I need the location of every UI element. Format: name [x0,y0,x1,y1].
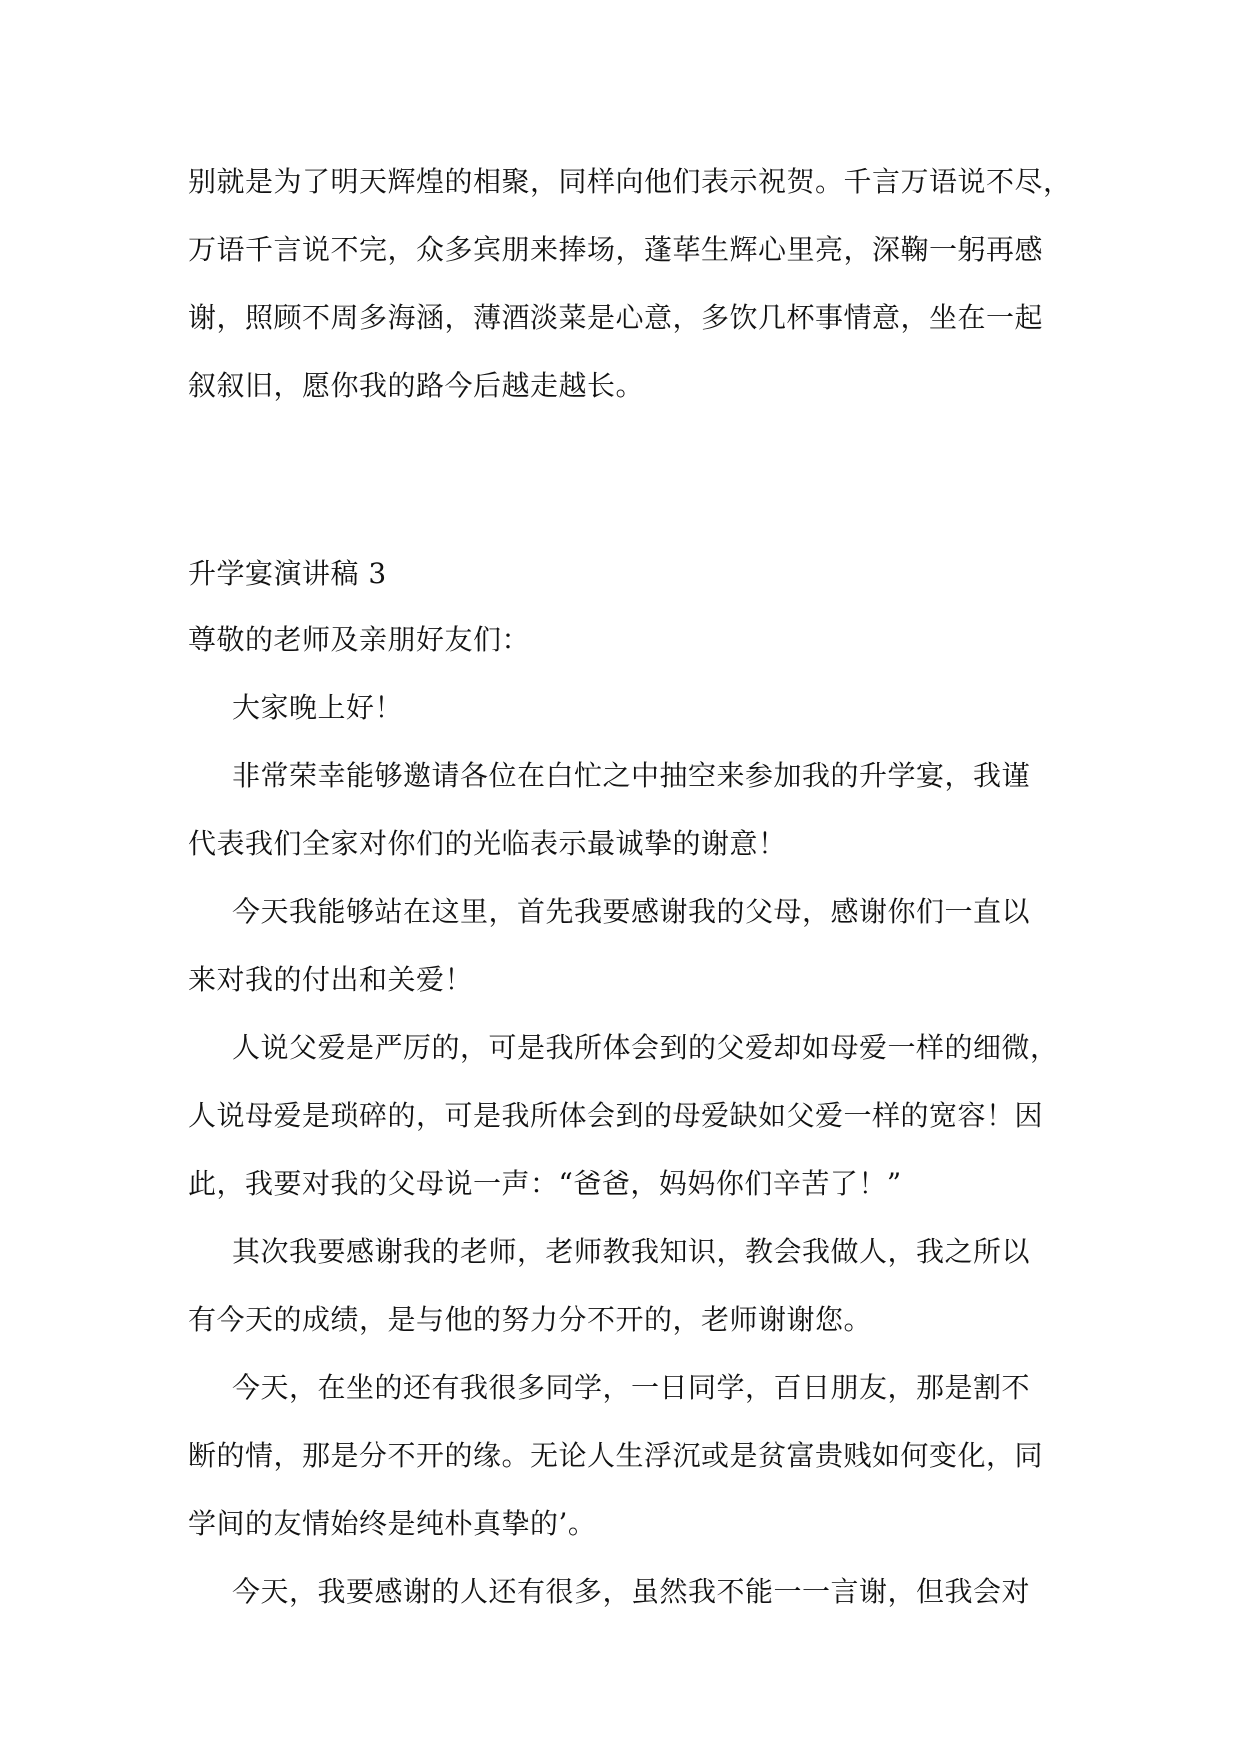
paragraph-line: 叙叙旧，愿你我的路今后越走越长。 [188,369,645,402]
paragraph-line: 万语千言说不完，众多宾朋来捧场，蓬荜生辉心里亮，深鞠一躬再感 [188,233,1044,266]
greeting: 大家晚上好！ [232,691,404,724]
paragraph-line: 别就是为了明天辉煌的相聚，同样向他们表示祝贺。千言万语说不尽， [188,165,1072,198]
section-title: 升学宴演讲稿 3 [188,557,387,590]
paragraph-line: 学间的友情始终是纯朴真挚的’。 [188,1507,597,1540]
paragraph-line: 断的情，那是分不开的缘。无论人生浮沉或是贫富贵贱如何变化，同 [188,1439,1044,1472]
salutation: 尊敬的老师及亲朋好友们： [188,623,531,656]
paragraph-line: 今天，我要感谢的人还有很多，虽然我不能一一言谢，但我会对 [232,1575,1031,1608]
paragraph-line: 人说母爱是琐碎的，可是我所体会到的母爱缺如父爱一样的宽容！因 [188,1099,1044,1132]
paragraph-line: 非常荣幸能够邀请各位在白忙之中抽空来参加我的升学宴，我谨 [232,759,1031,792]
paragraph-line: 有今天的成绩，是与他的努力分不开的，老师谢谢您。 [188,1303,873,1336]
paragraph-line: 此，我要对我的父母说一声：“爸爸，妈妈你们辛苦了！” [188,1167,902,1200]
paragraph-line: 今天，在坐的还有我很多同学，一日同学，百日朋友，那是割不 [232,1371,1031,1404]
paragraph-line: 其次我要感谢我的老师，老师教我知识，教会我做人，我之所以 [232,1235,1031,1268]
paragraph-line: 来对我的付出和关爱！ [188,963,474,996]
paragraph-line: 人说父爱是严厉的，可是我所体会到的父爱却如母爱一样的细微， [232,1031,1059,1064]
paragraph-line: 今天我能够站在这里，首先我要感谢我的父母，感谢你们一直以 [232,895,1031,928]
paragraph-line: 谢，照顾不周多海涵，薄酒淡菜是心意，多饮几杯事情意，坐在一起 [188,301,1044,334]
paragraph-line: 代表我们全家对你们的光临表示最诚挚的谢意！ [188,827,787,860]
